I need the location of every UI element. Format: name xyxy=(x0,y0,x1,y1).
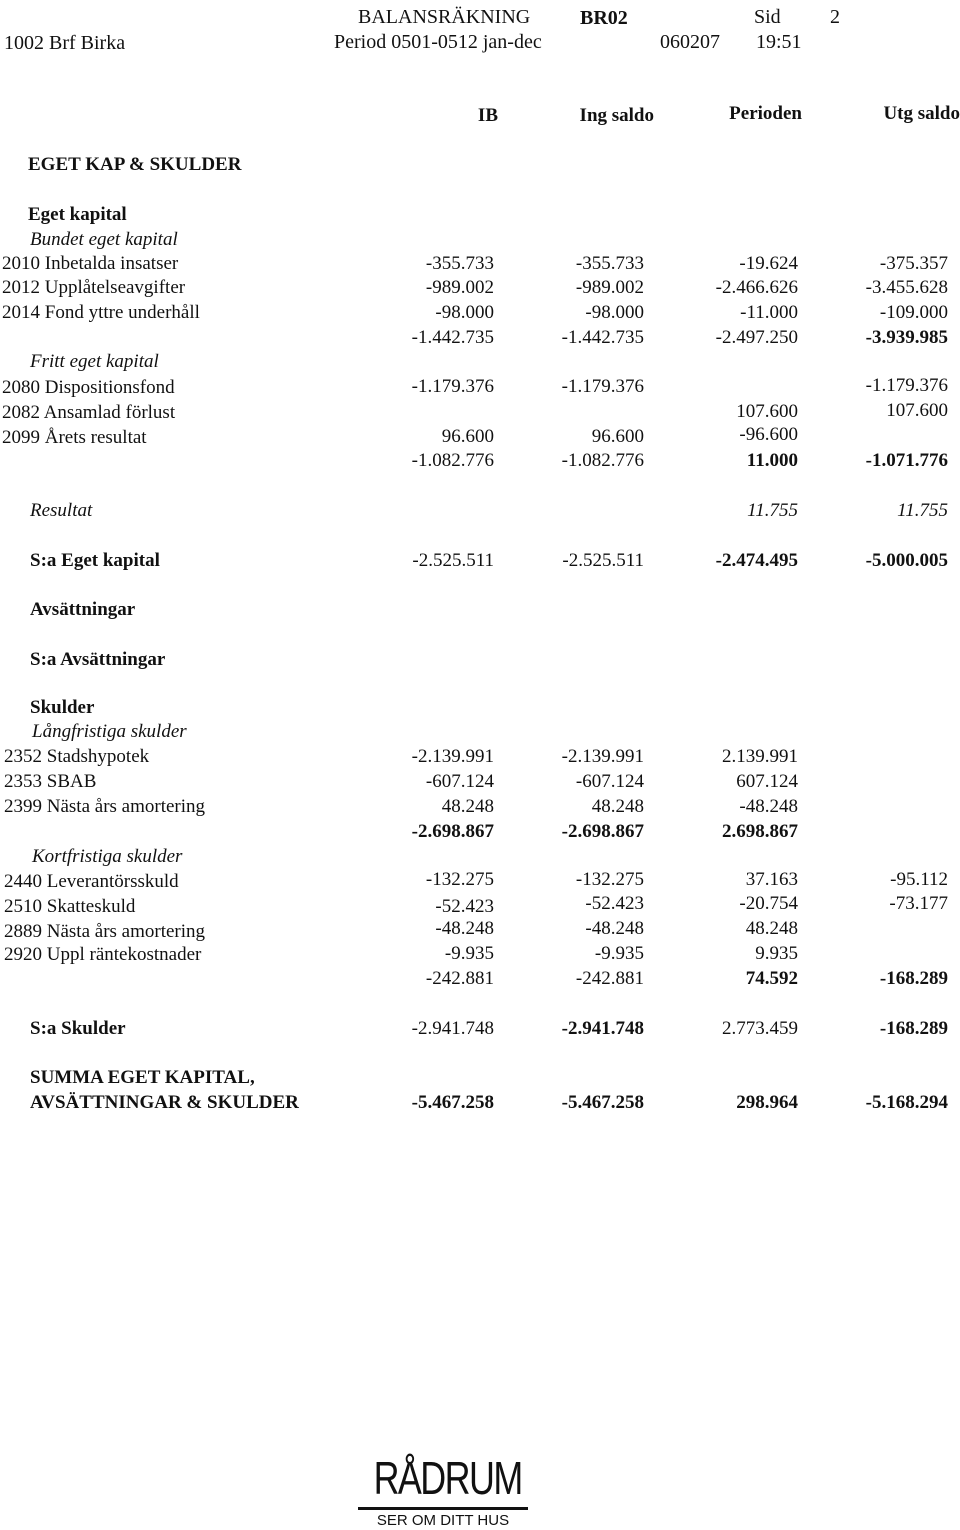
ing-value: -355.733 xyxy=(575,253,644,274)
logo-divider xyxy=(358,1507,528,1510)
section-title: EGET KAP & SKULDER xyxy=(28,154,242,175)
ing-value: -1.179.376 xyxy=(561,376,644,397)
utg-total: -168.289 xyxy=(879,1018,948,1039)
col-header-utg: Utg saldo xyxy=(883,103,960,124)
ib-total: -2.941.748 xyxy=(411,1018,494,1039)
utg-value: -375.357 xyxy=(879,253,948,274)
period-total: -2.474.495 xyxy=(715,550,798,571)
ib-value: -1.179.376 xyxy=(411,376,494,397)
provisions-title: Avsättningar xyxy=(30,599,136,620)
col-header-ib: IB xyxy=(477,105,498,126)
ing-subtotal: -2.698.867 xyxy=(561,821,644,842)
period-value: 48.248 xyxy=(745,918,798,939)
utg-subtotal: -1.071.776 xyxy=(865,450,948,471)
bound-equity-title: Bundet eget kapital xyxy=(30,229,178,250)
ib-value: -9.935 xyxy=(444,943,494,964)
period-subtotal: 74.592 xyxy=(745,968,798,989)
ib-subtotal: -1.082.776 xyxy=(411,450,494,471)
ing-subtotal: -1.442.735 xyxy=(561,327,644,348)
utg-grand-total: -5.168.294 xyxy=(865,1092,948,1113)
col-header-period: Perioden xyxy=(729,103,802,124)
period-value: -96.600 xyxy=(739,424,798,445)
ing-grand-total: -5.467.258 xyxy=(561,1092,644,1113)
period-value: -19.624 xyxy=(739,253,798,274)
ing-value: 96.600 xyxy=(591,426,644,447)
ing-total: -2.525.511 xyxy=(562,550,644,571)
utg-value: 11.755 xyxy=(897,500,948,521)
provisions-total-label: S:a Avsättningar xyxy=(30,649,166,670)
page-label: Sid xyxy=(754,6,781,28)
utg-value: -109.000 xyxy=(879,302,948,323)
account-label: 2920 Uppl räntekostnader xyxy=(4,944,202,965)
ing-value: -132.275 xyxy=(575,869,644,890)
total-label: S:a Skulder xyxy=(30,1018,126,1039)
account-label: 2510 Skatteskuld xyxy=(4,896,136,917)
ing-value: -52.423 xyxy=(585,893,644,914)
logo-tagline: SER OM DITT HUS xyxy=(376,1512,510,1529)
utg-value: 107.600 xyxy=(886,400,948,421)
ing-value: -607.124 xyxy=(575,771,644,792)
ib-subtotal: -2.698.867 xyxy=(411,821,494,842)
utg-subtotal: -168.289 xyxy=(879,968,948,989)
account-label: 2440 Leverantörsskuld xyxy=(4,871,179,892)
account-label: 2352 Stadshypotek xyxy=(4,746,150,767)
ib-value: -355.733 xyxy=(425,253,494,274)
utg-value: -3.455.628 xyxy=(865,277,948,298)
report-title: BALANSRÄKNING xyxy=(358,6,531,28)
page-number: 2 xyxy=(830,6,840,28)
grand-total-label-line1: SUMMA EGET KAPITAL, xyxy=(30,1067,255,1088)
long-term-title: Långfristiga skulder xyxy=(32,721,187,742)
account-label: 2012 Upplåtelseavgifter xyxy=(2,277,186,298)
equity-title: Eget kapital xyxy=(28,204,127,225)
ib-value: -52.423 xyxy=(435,896,494,917)
account-label: 2889 Nästa års amortering xyxy=(4,921,206,942)
utg-total: -5.000.005 xyxy=(865,550,948,571)
account-label: 2353 SBAB xyxy=(4,771,97,792)
ing-value: -48.248 xyxy=(585,918,644,939)
ib-grand-total: -5.467.258 xyxy=(411,1092,494,1113)
result-label: Resultat xyxy=(30,500,93,521)
ib-value: -607.124 xyxy=(425,771,494,792)
utg-subtotal: -3.939.985 xyxy=(865,327,948,348)
period-value: -2.466.626 xyxy=(715,277,798,298)
period-value: 107.600 xyxy=(736,401,798,422)
ib-value: -989.002 xyxy=(425,277,494,298)
period-subtotal: 2.698.867 xyxy=(722,821,798,842)
free-equity-title: Fritt eget kapital xyxy=(30,351,159,372)
account-label: 2080 Dispositionsfond xyxy=(2,377,175,398)
ing-value: -9.935 xyxy=(594,943,644,964)
ing-subtotal: -242.881 xyxy=(575,968,644,989)
ing-value: -989.002 xyxy=(575,277,644,298)
report-time: 19:51 xyxy=(756,31,802,53)
ib-total: -2.525.511 xyxy=(412,550,494,571)
account-label: 2014 Fond yttre underhåll xyxy=(2,302,200,323)
period-value: 11.755 xyxy=(747,500,798,521)
company-name: 1002 Brf Birka xyxy=(4,32,126,54)
report-code: BR02 xyxy=(580,7,628,29)
utg-value: -95.112 xyxy=(890,869,948,890)
ib-value: -2.139.991 xyxy=(411,746,494,767)
ib-value: -48.248 xyxy=(435,918,494,939)
period-subtotal: 11.000 xyxy=(746,450,798,471)
ing-total: -2.941.748 xyxy=(561,1018,644,1039)
period-grand-total: 298.964 xyxy=(736,1092,798,1113)
ib-subtotal: -1.442.735 xyxy=(411,327,494,348)
period-value: -20.754 xyxy=(739,893,798,914)
account-label: 2399 Nästa års amortering xyxy=(4,796,206,817)
ing-value: -2.139.991 xyxy=(561,746,644,767)
period-subtotal: -2.497.250 xyxy=(715,327,798,348)
report-date: 060207 xyxy=(660,31,720,53)
ing-subtotal: -1.082.776 xyxy=(561,450,644,471)
col-header-ing: Ing saldo xyxy=(579,105,654,126)
period-value: 37.163 xyxy=(745,869,798,890)
ib-value: 48.248 xyxy=(441,796,494,817)
grand-total-label-line2: AVSÄTTNINGAR & SKULDER xyxy=(30,1092,299,1113)
ing-value: -98.000 xyxy=(585,302,644,323)
liabilities-title: Skulder xyxy=(30,697,95,718)
period-value: -11.000 xyxy=(740,302,798,323)
account-label: 2082 Ansamlad förlust xyxy=(2,402,176,423)
ib-value: -98.000 xyxy=(435,302,494,323)
ing-value: 48.248 xyxy=(591,796,644,817)
utg-value: -73.177 xyxy=(889,893,948,914)
period-value: 2.139.991 xyxy=(722,746,798,767)
period-value: 607.124 xyxy=(736,771,798,792)
utg-value: -1.179.376 xyxy=(865,375,948,396)
period-total: 2.773.459 xyxy=(722,1018,798,1039)
period-value: -48.248 xyxy=(739,796,798,817)
short-term-title: Kortfristiga skulder xyxy=(32,846,183,867)
ib-subtotal: -242.881 xyxy=(425,968,494,989)
account-label: 2099 Årets resultat xyxy=(2,427,147,448)
total-label: S:a Eget kapital xyxy=(30,550,160,571)
ib-value: 96.600 xyxy=(441,426,494,447)
period-value: 9.935 xyxy=(755,943,798,964)
period-text: Period 0501-0512 jan-dec xyxy=(334,31,542,53)
logo-text: RÅDRUM xyxy=(373,1452,522,1504)
account-label: 2010 Inbetalda insatser xyxy=(2,253,179,274)
ib-value: -132.275 xyxy=(425,869,494,890)
